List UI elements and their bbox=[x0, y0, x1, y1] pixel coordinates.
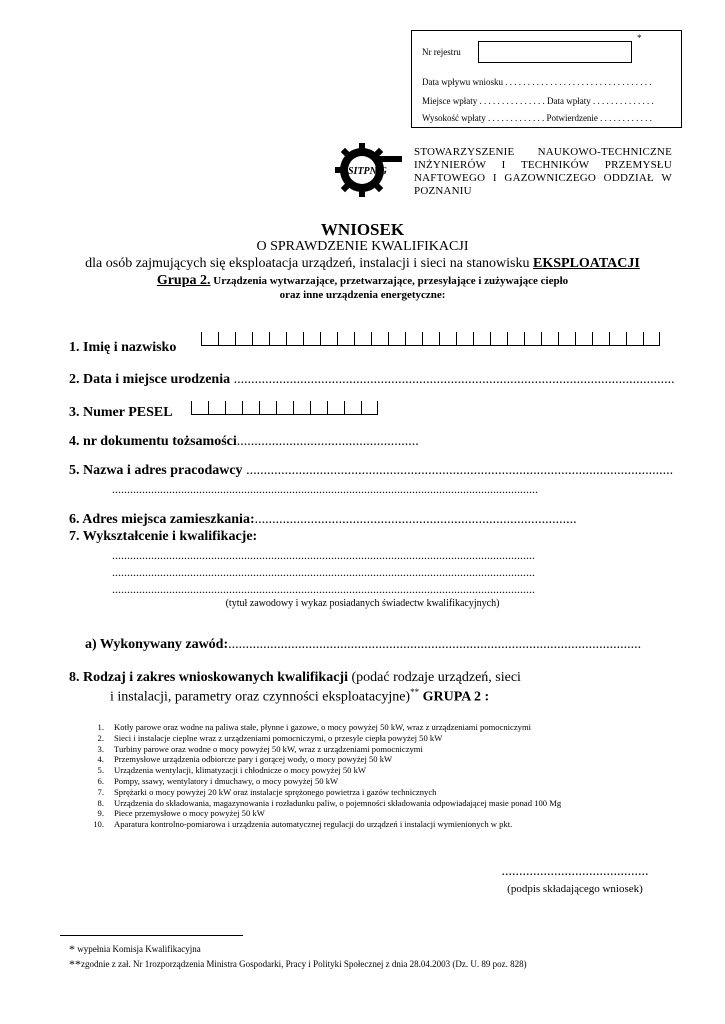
list-item: 9. Piece przemysłowe o mocy powyżej 50 kW bbox=[97, 808, 265, 819]
education-line-1[interactable]: ............................................................................................................................................. bbox=[112, 548, 535, 562]
group-heading bbox=[0, 273, 725, 289]
residence-address-field[interactable]: 6. Adres miejsca zamieszkania:............................................................................................ bbox=[69, 512, 577, 527]
logo-text: SITPNiG bbox=[348, 166, 387, 177]
form-scope: dla osób zajmujących się eksploatacja urządzeń, instalacji i sieci na stanowisku EKSPLOATACJI bbox=[85, 256, 640, 271]
registry-asterisk: * bbox=[637, 33, 642, 43]
list-item: 3. Turbiny parowe oraz wodne o mocy powyżej 50 kW, wraz z urządzeniami pomocniczymi bbox=[97, 743, 423, 754]
education-line-2[interactable]: ............................................................................................................................................. bbox=[112, 565, 535, 579]
equipment-list bbox=[86, 722, 561, 830]
registry-box bbox=[411, 30, 682, 128]
qualification-scope-label: 8. Rodzaj i zakres wnioskowanych kwalifikacji (podać rodzaje urządzeń, sieci bbox=[69, 670, 521, 685]
education-label: 7. Wykształcenie i kwalifikacje: bbox=[69, 529, 258, 544]
name-char-boxes[interactable] bbox=[201, 332, 660, 346]
registry-number-label: Nr rejestru bbox=[422, 47, 461, 57]
name-label: 1. Imię i nazwisko bbox=[69, 340, 177, 355]
pesel-char-boxes[interactable] bbox=[191, 401, 378, 415]
payment-place-line: Miejsce wpłaty . . . . . . . . . . . . . . . Data wpłaty . . . . . . . . . . . . . . bbox=[422, 96, 654, 106]
list-item: 1. Kotły parowe oraz wodne na paliwa stałe, płynne i gazowe, o mocy powyżej 50 kW, wraz z urządzeniami pomocniczymi bbox=[97, 722, 532, 732]
employer-field[interactable]: 5. Nazwa i adres pracodawcy .......................................................................................................................... bbox=[69, 463, 674, 478]
footnote-1: * wypełnia Komisja Kwalifikacyjna bbox=[69, 942, 201, 956]
sitpnig-logo bbox=[330, 140, 408, 200]
form-subtitle: O SPRAWDZENIE KWALIFIKACJI bbox=[256, 239, 469, 254]
list-item: 4. Przemysłowe urządzenia odbiorcze pary i gorącej wody, o mocy powyżej 50 kW bbox=[97, 754, 393, 765]
list-item: 2. Sieci i instalacje cieplne wraz z urządzeniami pomocniczymi, o przesyle ciepła powyżej 50 kW bbox=[97, 732, 443, 743]
profession-field[interactable]: a) Wykonywany zawód:...................................................................................................................... bbox=[85, 637, 642, 652]
list-item: 5. Urządzenia wentylacji, klimatyzacji i chłodnicze o mocy powyżej 50 kW bbox=[97, 765, 366, 776]
list-item: 8. Urządzenia do składowania, magazynowania i rozładunku paliw, o pojemności składowania odpowiadającej masie ponad 100 Mg bbox=[97, 797, 562, 808]
registry-number-field[interactable] bbox=[478, 41, 632, 63]
group-description: Urządzenia wytwarzające, przetwarzające, przesyłające i zużywające ciepło bbox=[210, 275, 569, 287]
footnote-2: **zgodnie z zał. Nr 1rozporządzenia Ministra Gospodarki, Pracy i Polityki Społecznej z dnia 28.04.2003 (Dz. U. 89 poz. 828) bbox=[69, 957, 527, 971]
education-caption: (tytuł zawodowy i wykaz posiadanych świadectw kwalifikacyjnych) bbox=[225, 598, 500, 609]
list-item: 6. Pompy, ssawy, wentylatory i dmuchawy, o mocy powyżej 50 kW bbox=[97, 775, 339, 786]
employer-field-cont[interactable]: .............................................................................................................................................. bbox=[112, 482, 538, 496]
position-exploitation: EKSPLOATACJI bbox=[533, 256, 640, 271]
form-title: WNIOSEK bbox=[320, 220, 405, 239]
organization-name: STOWARZYSZENIE NAUKOWO-TECHNICZNE INŻYNIERÓW I TECHNIKÓW PRZEMYSŁU NAFTOWEGO I GAZOWNICZEGO ODDZIAŁ W POZNANIU bbox=[414, 146, 672, 197]
id-document-field[interactable]: 4. nr dokumentu tożsamości.................................................... bbox=[69, 434, 419, 449]
birth-date-place-field[interactable]: 2. Data i miejsce urodzenia .............................................................................................................................. bbox=[69, 372, 675, 387]
signature-line[interactable]: .......................................... bbox=[501, 864, 649, 879]
footnote-divider bbox=[60, 935, 243, 936]
receipt-date-line: Data wpływu wniosku . . . . . . . . . . . . . . . . . . . . . . . . . . . . . . . . . bbox=[422, 77, 652, 87]
list-item: 10. Aparatura kontrolno-pomiarowa i urządzenia automatycznej regulacji do urządzeń i instalacji wymienionych w pkt. bbox=[93, 819, 513, 830]
signature-caption: (podpis składającego wniosek) bbox=[507, 883, 643, 895]
list-item: 7. Sprężarki o mocy powyżej 20 kW oraz instalacje sprężonego powietrza i gazów technicznych bbox=[97, 786, 437, 797]
group-description-cont: oraz inne urządzenia energetyczne: bbox=[279, 289, 446, 301]
education-line-3[interactable]: ............................................................................................................................................. bbox=[112, 582, 535, 596]
pesel-label: 3. Numer PESEL bbox=[69, 405, 173, 420]
group-label: Grupa 2. bbox=[156, 273, 211, 288]
qualification-scope-label-cont: i instalacji, parametry oraz czynności eksploatacyjne)** GRUPA 2 : bbox=[110, 687, 490, 705]
payment-amount-line: Wysokość wpłaty . . . . . . . . . . . . . Potwierdzenie . . . . . . . . . . . . bbox=[422, 113, 652, 123]
